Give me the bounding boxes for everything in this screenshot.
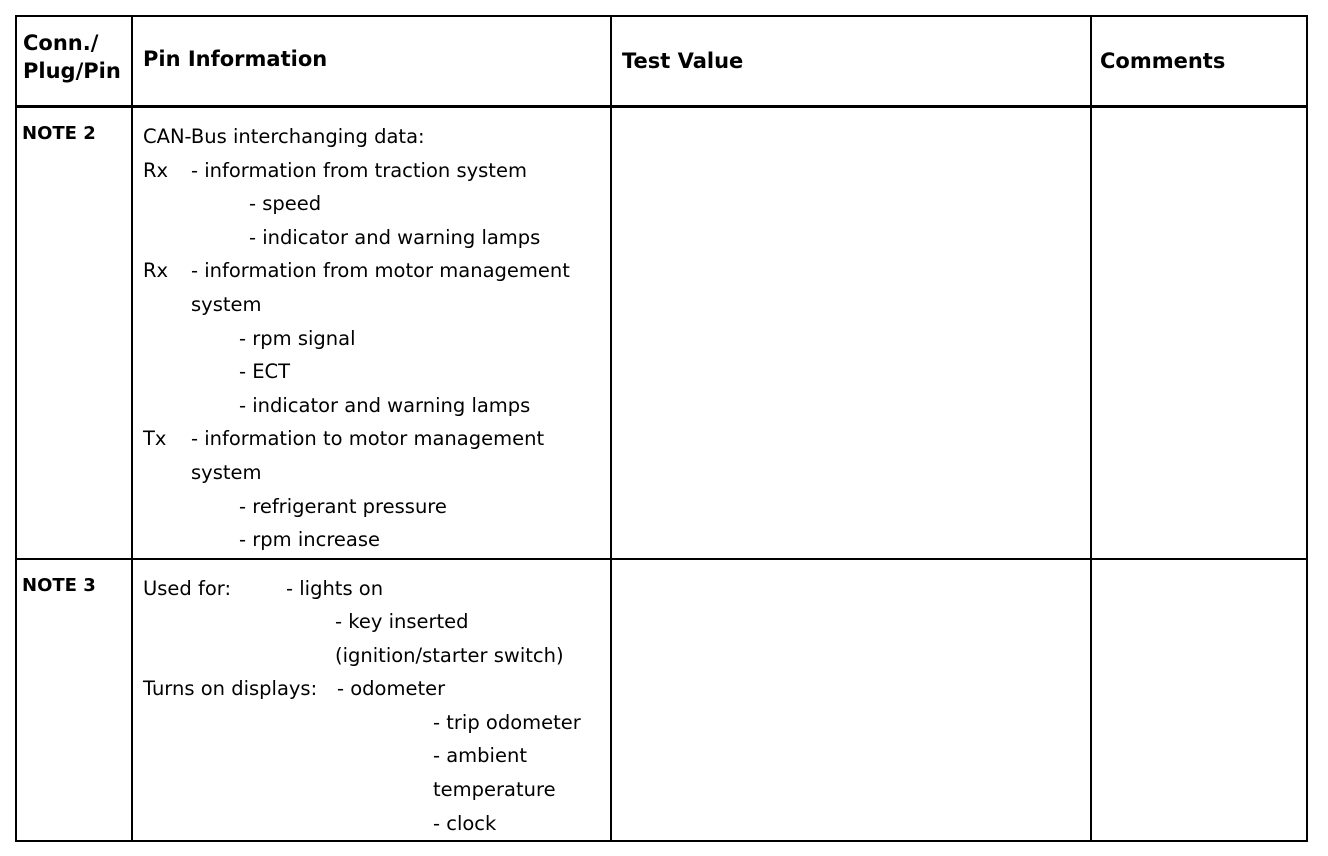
used-for-label: Used for: — [143, 576, 232, 600]
header-test-value — [611, 16, 1091, 107]
pin-information-cell — [132, 559, 611, 842]
list-item: - rpm increase — [239, 528, 381, 552]
list-item: - indicator and warning lamps — [239, 393, 531, 417]
row-label-cell — [16, 559, 132, 842]
table-header-row — [16, 16, 1307, 107]
comments-cell — [1091, 559, 1307, 842]
header-test-value-text: Test Value — [622, 49, 744, 73]
header-conn-line2: Plug/Pin — [23, 59, 121, 83]
rx-traction-text: - information from traction system — [191, 158, 527, 182]
list-item: - indicator and warning lamps — [249, 225, 541, 249]
note-2-pin-info — [133, 108, 610, 557]
header-pin-information-text: Pin Information — [143, 47, 328, 71]
header-comments-text: Comments — [1100, 49, 1226, 73]
rx-motor-continuation: system — [191, 292, 262, 316]
rx-motor-text: - information from motor management — [191, 259, 570, 283]
list-item: (ignition/starter switch) — [335, 643, 564, 667]
list-item: - ECT — [239, 360, 291, 384]
comments-cell — [1091, 107, 1307, 559]
list-item: - refrigerant pressure — [239, 494, 447, 518]
list-item: - key inserted — [335, 610, 469, 634]
pin-information-cell — [132, 107, 611, 559]
rx-traction-line — [143, 154, 610, 188]
list-item: - rpm signal — [239, 326, 356, 350]
turns-on-first: - odometer — [337, 677, 446, 701]
can-bus-intro: CAN-Bus interchanging data: — [143, 125, 425, 148]
row-label-cell — [16, 107, 132, 559]
tx-motor-text: - information to motor management — [191, 427, 545, 451]
header-pin-information — [132, 16, 611, 107]
rx-tag: Rx — [143, 158, 169, 182]
tx-motor-continuation: system — [191, 460, 262, 484]
tx-motor-line — [143, 422, 610, 456]
list-item: - speed — [249, 192, 322, 216]
turns-on-line — [143, 672, 610, 706]
note-2-label: NOTE 2 — [22, 123, 96, 144]
pin-information-table — [15, 15, 1308, 842]
test-value-cell — [611, 559, 1091, 842]
list-item: - trip odometer — [433, 710, 581, 734]
note-3-label: NOTE 3 — [22, 574, 96, 596]
header-conn-plug-pin — [16, 16, 132, 107]
turns-on-label: Turns on displays: — [143, 677, 318, 701]
table-row — [16, 107, 1307, 559]
header-conn-line1: Conn./ — [23, 31, 99, 55]
rx-motor-line — [143, 254, 610, 288]
list-item: - clock — [433, 811, 497, 835]
rx-tag: Rx — [143, 259, 169, 283]
tx-tag: Tx — [143, 427, 167, 451]
used-for-first: - lights on — [286, 576, 384, 600]
list-item: temperature — [433, 778, 556, 802]
note-3-pin-info — [133, 560, 610, 841]
list-item: - ambient — [433, 744, 527, 768]
test-value-cell — [611, 107, 1091, 559]
used-for-line — [143, 572, 610, 606]
header-comments — [1091, 16, 1307, 107]
table-row — [16, 559, 1307, 842]
